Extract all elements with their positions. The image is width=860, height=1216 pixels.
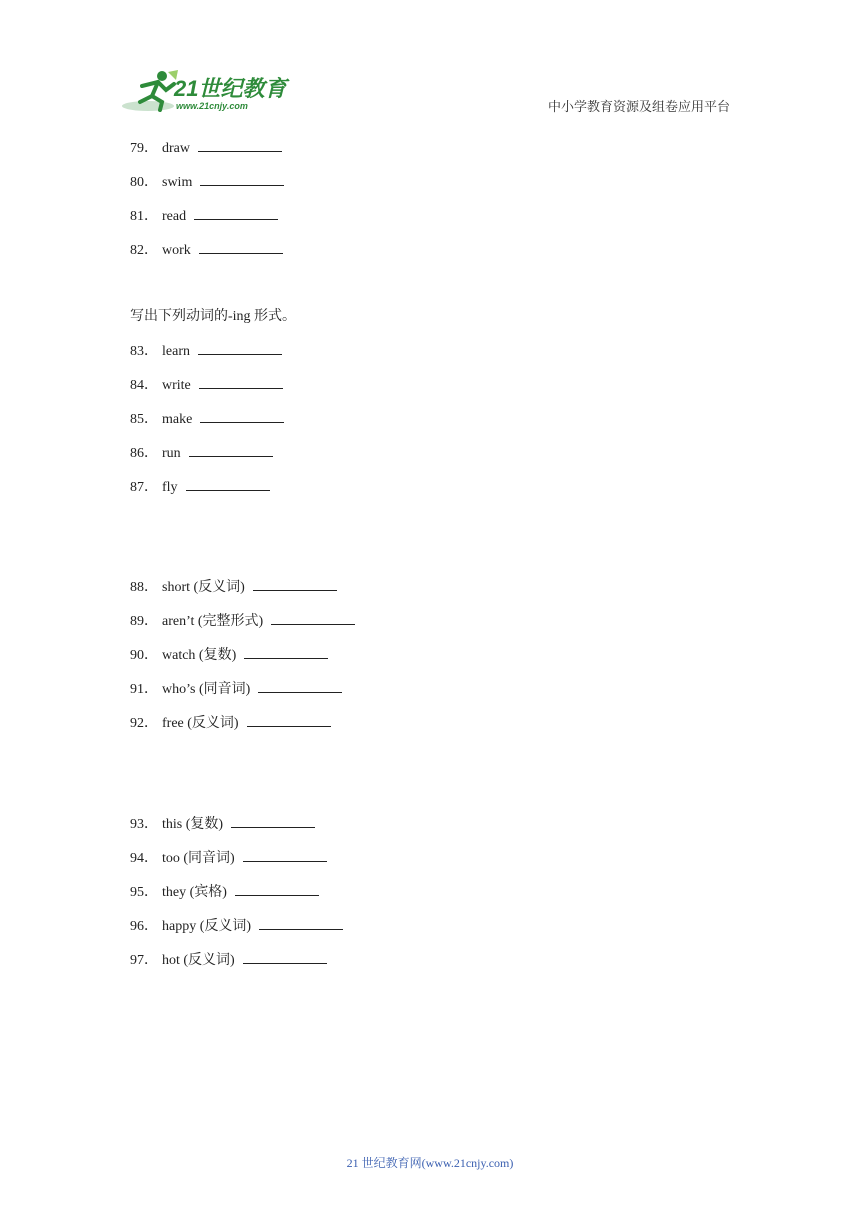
logo	[122, 68, 292, 116]
item-number: 88．	[130, 580, 158, 595]
list-item	[130, 410, 284, 429]
runner-logo-icon	[122, 68, 182, 114]
list-item	[130, 714, 331, 733]
item-word: write	[162, 378, 191, 393]
header-tagline: 中小学教育资源及组卷应用平台	[547, 99, 730, 114]
item-number: 81．	[130, 209, 158, 224]
list-item	[130, 444, 273, 463]
item-number: 87．	[130, 480, 158, 495]
answer-blank[interactable]	[198, 342, 282, 355]
item-number: 80．	[130, 175, 158, 190]
item-word: they (宾格)	[162, 885, 227, 900]
answer-blank[interactable]	[235, 883, 319, 896]
list-item	[130, 376, 283, 395]
answer-blank[interactable]	[259, 917, 343, 930]
list-item	[130, 815, 315, 834]
answer-blank[interactable]	[200, 410, 284, 423]
item-word: work	[162, 243, 191, 258]
footer-link[interactable]: 21 世纪教育网(www.21cnjy.com)	[346, 1156, 514, 1170]
item-word: short (反义词)	[162, 580, 245, 595]
list-item	[130, 883, 319, 902]
item-number: 91．	[130, 682, 158, 697]
answer-blank[interactable]	[244, 646, 328, 659]
item-word: free (反义词)	[162, 716, 239, 731]
item-number: 97．	[130, 953, 158, 968]
item-word: learn	[162, 344, 190, 359]
item-number: 90．	[130, 648, 158, 663]
answer-blank[interactable]	[200, 173, 284, 186]
item-word: too (同音词)	[162, 851, 235, 866]
answer-blank[interactable]	[189, 444, 273, 457]
logo-text: 21世纪教育	[174, 76, 287, 101]
answer-blank[interactable]	[258, 680, 342, 693]
list-item	[130, 207, 278, 226]
item-number: 93．	[130, 817, 158, 832]
item-word: make	[162, 412, 193, 427]
item-number: 96．	[130, 919, 158, 934]
list-item	[130, 342, 282, 361]
logo-url: www.21cnjy.com	[176, 101, 248, 111]
answer-blank[interactable]	[243, 849, 327, 862]
item-word: this (复数)	[162, 817, 224, 832]
answer-blank[interactable]	[271, 612, 355, 625]
answer-blank[interactable]	[243, 951, 327, 964]
list-item	[130, 646, 328, 665]
item-word: hot (反义词)	[162, 953, 235, 968]
section-instruction: 写出下列动词的-ing 形式。	[130, 309, 297, 324]
item-number: 94．	[130, 851, 158, 866]
list-item	[130, 612, 355, 631]
item-number: 85．	[130, 412, 158, 427]
item-number: 84．	[130, 378, 158, 393]
item-word: fly	[162, 480, 178, 495]
item-word: happy (反义词)	[162, 919, 252, 934]
item-number: 95．	[130, 885, 158, 900]
item-number: 89．	[130, 614, 158, 629]
item-number: 82．	[130, 243, 158, 258]
list-item	[130, 478, 270, 497]
item-word: watch (复数)	[162, 648, 237, 663]
answer-blank[interactable]	[198, 139, 282, 152]
list-item	[130, 951, 327, 970]
list-item	[130, 917, 343, 936]
list-item	[130, 578, 337, 597]
answer-blank[interactable]	[231, 815, 315, 828]
answer-blank[interactable]	[186, 478, 270, 491]
answer-blank[interactable]	[199, 241, 283, 254]
answer-blank[interactable]	[253, 578, 337, 591]
item-number: 79．	[130, 141, 158, 156]
item-word: who’s (同音词)	[162, 682, 251, 697]
list-item	[130, 173, 284, 192]
item-word: draw	[162, 141, 190, 156]
list-item	[130, 139, 282, 158]
item-word: read	[162, 209, 187, 224]
item-number: 86．	[130, 446, 158, 461]
item-number: 92．	[130, 716, 158, 731]
item-number: 83．	[130, 344, 158, 359]
list-item	[130, 241, 283, 260]
answer-blank[interactable]	[194, 207, 278, 220]
list-item	[130, 849, 327, 868]
answer-blank[interactable]	[199, 376, 283, 389]
list-item	[130, 680, 342, 699]
item-word: aren’t (完整形式)	[162, 614, 264, 629]
answer-blank[interactable]	[247, 714, 331, 727]
item-word: run	[162, 446, 181, 461]
item-word: swim	[162, 175, 193, 190]
